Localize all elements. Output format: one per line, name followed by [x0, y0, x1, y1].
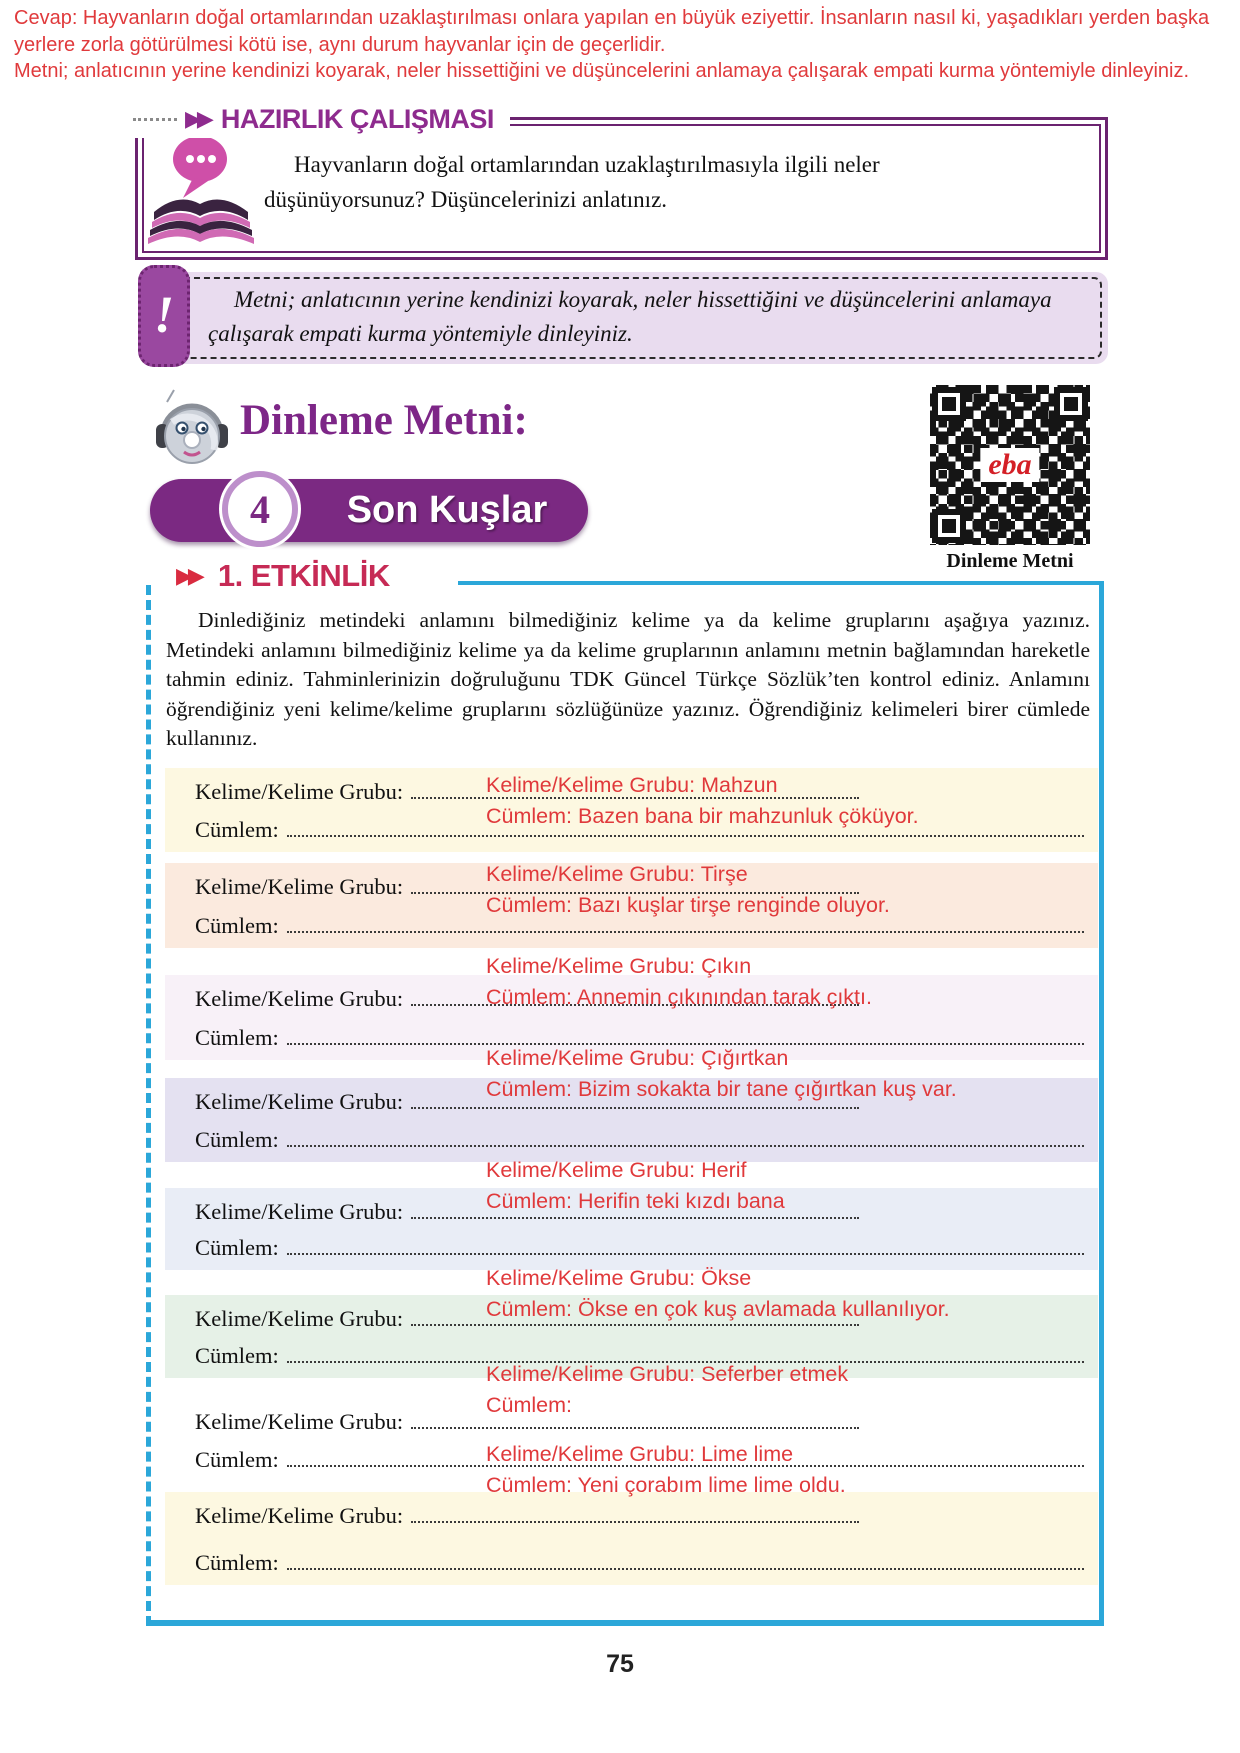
answer-row — [165, 1492, 1098, 1585]
dotted-answer-line — [287, 1253, 1084, 1255]
dotted-rule — [133, 118, 177, 121]
word-label: Kelime/Kelime Grubu: — [195, 1199, 404, 1224]
answer-note-paragraph-2: Metni; anlatıcının yerine kendinizi koyarak, neler hissettiğini ve düşüncelerini anlamaya çalışarak empati kurma yöntemiyle dinleyiniz. — [14, 60, 1190, 82]
activity-heading — [176, 558, 406, 594]
answer-word: Kelime/Kelime Grubu: Seferber etmek — [486, 1362, 849, 1386]
lesson-number-circle — [222, 471, 298, 547]
answer-word: Kelime/Kelime Grubu: Çığırtkan — [486, 1046, 789, 1070]
qr-finder-icon — [932, 387, 966, 421]
answer-word: Kelime/Kelime Grubu: Herif — [486, 1158, 747, 1182]
qr-caption: Dinleme Metni — [946, 550, 1074, 572]
dotted-answer-line — [411, 1521, 859, 1523]
word-label: Kelime/Kelime Grubu: — [195, 1409, 404, 1434]
answer-sentence: Cümlem: Bazı kuşlar tirşe renginde oluyor. — [486, 893, 890, 917]
page-number: 75 — [606, 1650, 634, 1678]
sentence-label: Cümlem: — [195, 913, 279, 938]
lesson-badge — [150, 479, 588, 542]
answer-overlay — [486, 1264, 950, 1326]
answer-overlay — [486, 1044, 957, 1106]
word-label: Kelime/Kelime Grubu: — [195, 874, 404, 899]
word-label: Kelime/Kelime Grubu: — [195, 1089, 404, 1114]
double-arrow-icon: ▶▶ — [185, 106, 209, 131]
answer-overlay — [486, 860, 890, 922]
word-label: Kelime/Kelime Grubu: — [195, 1503, 404, 1528]
word-label: Kelime/Kelime Grubu: — [195, 986, 404, 1011]
activity-instructions: Dinlediğiniz metindeki anlamını bilmediğiniz kelime ya da kelime gruplarını aşağıya yazınız. Metindeki anlamını bilmediğiniz kelime ya da kelime gruplarının anlamını metnin bağlamından hareketle tahmin ediniz. Tahminlerinizin doğruluğunu TDK Güncel Türkçe Sözlük’ten kontrol ediniz. Anlamını öğrendiğiniz yeni kelime/kelime gruplarını sözlüğünüze yazınız. Öğrendiğiniz kelimeleri birer cümlede kullanınız. — [166, 608, 1090, 750]
answer-sentence: Cümlem: Herifin teki kızdı bana — [486, 1189, 785, 1213]
answer-sentence: Cümlem: Annemin çıkınından tarak çıktı. — [486, 985, 872, 1009]
answer-word: Kelime/Kelime Grubu: Tirşe — [486, 862, 748, 886]
sentence-label: Cümlem: — [195, 1343, 279, 1368]
sentence-label: Cümlem: — [195, 1127, 279, 1152]
double-arrow-icon: ▶▶ — [176, 563, 200, 588]
book-speech-icon — [148, 132, 254, 255]
dotted-answer-line — [287, 931, 1084, 933]
answer-sentence: Cümlem: Bazen bana bir mahzunluk çöküyor. — [486, 804, 919, 828]
answer-overlay — [486, 771, 919, 833]
sentence-label: Cümlem: — [195, 1550, 279, 1575]
exclamation-icon: ! — [138, 265, 190, 367]
answer-overlay — [486, 1440, 846, 1502]
activity-heading-rule — [458, 581, 1104, 585]
qr-finder-icon — [932, 509, 966, 543]
answer-sentence: Cümlem: — [486, 1393, 573, 1417]
answer-word: Kelime/Kelime Grubu: Çıkın — [486, 954, 752, 978]
qr-code — [930, 385, 1090, 545]
dotted-answer-line — [287, 835, 1084, 837]
answer-sentence: Cümlem: Bizim sokakta bir tane çığırtkan kuş var. — [486, 1077, 957, 1101]
hazirlik-heading — [133, 100, 510, 138]
answer-word: Kelime/Kelime Grubu: Lime lime — [486, 1442, 794, 1466]
dotted-answer-line — [287, 1568, 1084, 1570]
sentence-label: Cümlem: — [195, 1025, 279, 1050]
lesson-title: Son Kuşlar — [346, 489, 548, 531]
activity-title: 1. ETKİNLİK — [217, 558, 390, 593]
answer-note-paragraph-1: Cevap: Hayvanların doğal ortamlarından uzaklaştırılması onlara yapılan en büyük eziyettir. İnsanların nasıl ki, yaşadıkları yerden başka yerlere zorla götürülmesi kötü ise, aynı durum hayvanlar için de geçerlidir. — [14, 7, 1210, 56]
answer-overlay — [486, 1360, 848, 1422]
listening-heading: Dinleme Metni: — [240, 397, 528, 444]
hazirlik-question: Hayvanların doğal ortamlarından uzaklaştırılmasıyla ilgili neler düşünüyorsunuz? Düşüncelerinizi anlatınız. — [264, 152, 880, 212]
sentence-label: Cümlem: — [195, 1235, 279, 1260]
word-label: Kelime/Kelime Grubu: — [195, 779, 404, 804]
word-label: Kelime/Kelime Grubu: — [195, 1306, 404, 1331]
answer-sentence: Cümlem: Ökse en çok kuş avlamada kullanılıyor. — [486, 1297, 950, 1321]
cd-headphones-icon — [152, 388, 232, 475]
answer-overlay — [486, 952, 872, 1014]
qr-finder-icon — [1054, 387, 1088, 421]
dotted-answer-line — [287, 1145, 1084, 1147]
note-text: Metni; anlatıcının yerine kendinizi koyarak, neler hissettiğini ve düşüncelerini anlamaya çalışarak empati kurma yöntemiyle dinleyiniz. — [208, 287, 1052, 346]
answer-note — [14, 5, 1228, 85]
answer-overlay — [486, 1156, 785, 1218]
hazirlik-title: HAZIRLIK ÇALIŞMASI — [220, 103, 494, 134]
answer-word: Kelime/Kelime Grubu: Mahzun — [486, 773, 778, 797]
eba-logo: eba — [980, 448, 1039, 482]
note-box — [170, 272, 1108, 364]
lesson-number: 4 — [250, 486, 270, 532]
dotted-answer-line — [411, 1427, 859, 1429]
dotted-answer-line — [411, 1107, 859, 1109]
answer-sentence: Cümlem: Yeni çorabım lime lime oldu. — [486, 1473, 846, 1497]
sentence-label: Cümlem: — [195, 1447, 279, 1472]
answer-word: Kelime/Kelime Grubu: Ökse — [486, 1266, 752, 1290]
sentence-label: Cümlem: — [195, 817, 279, 842]
